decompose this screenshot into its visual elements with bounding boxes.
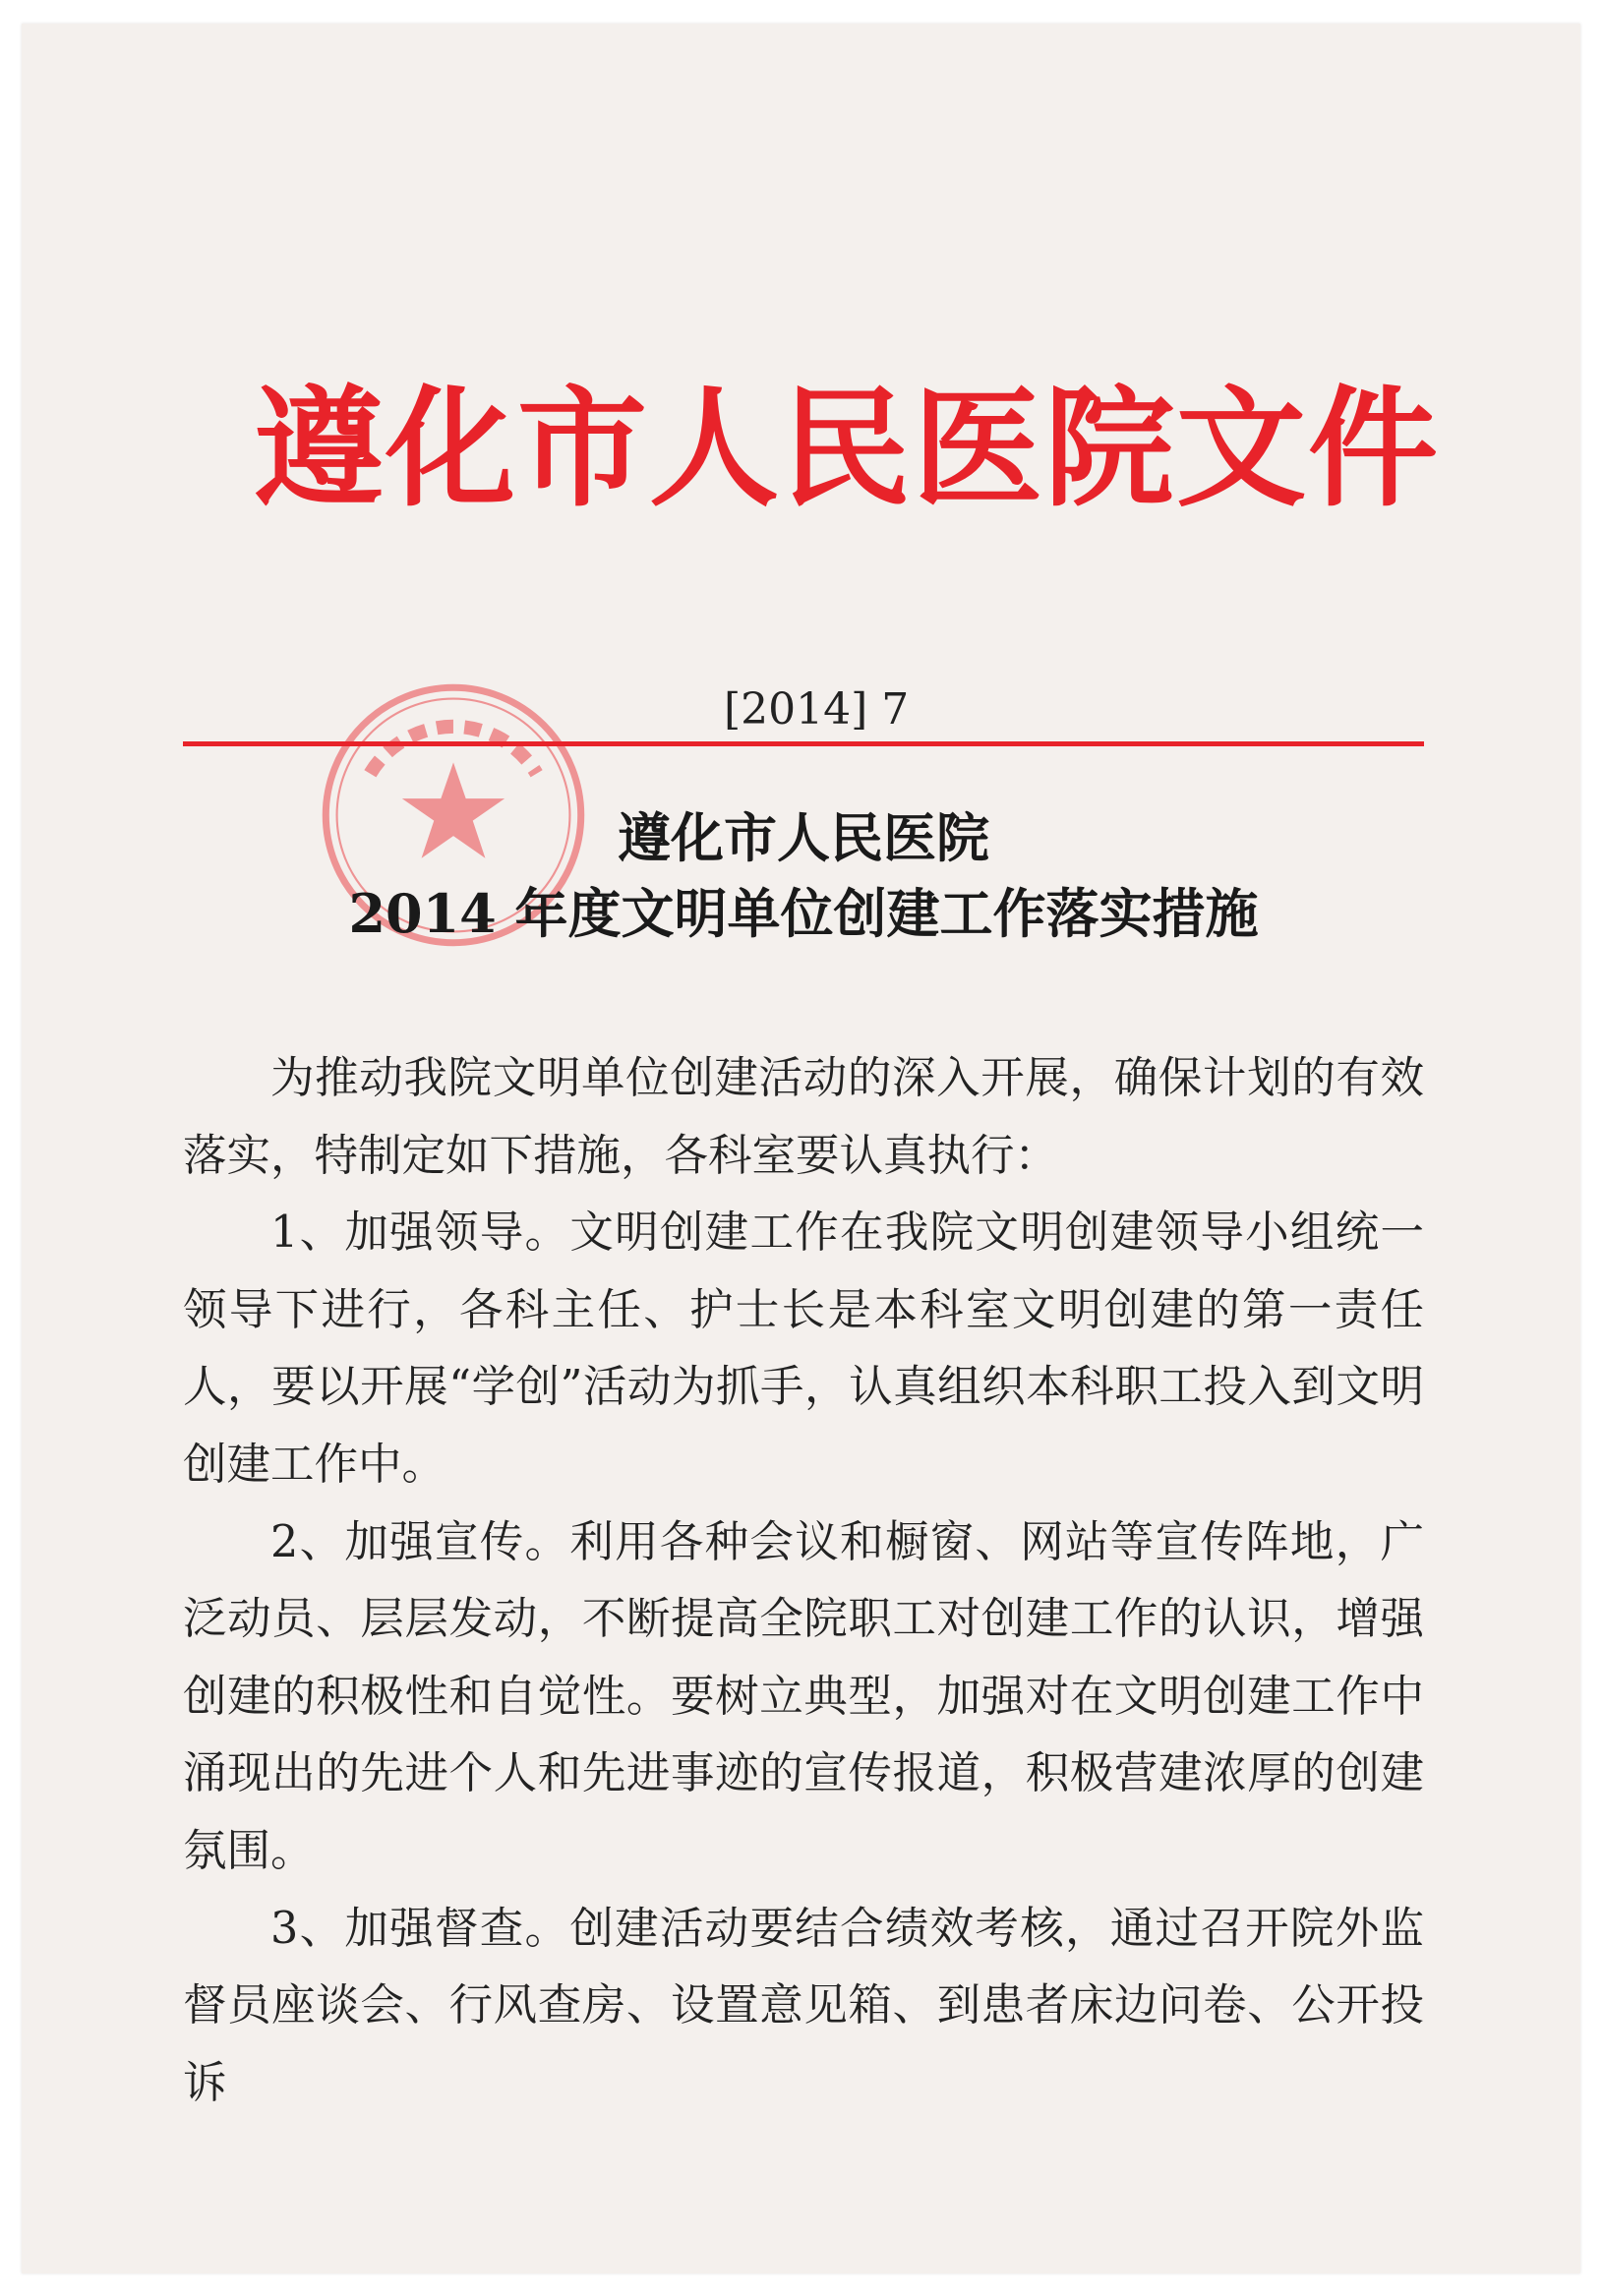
measure-paragraph-3: 3、加强督查。创建活动要结合绩效考核，通过召开院外监督员座谈会、行风查房、设置意见箱、到患者床边问卷、公开投诉 xyxy=(183,1903,1424,2108)
red-divider-line xyxy=(183,741,1424,746)
document-number: [2014] 7 xyxy=(724,684,910,735)
intro-paragraph: 为推动我院文明单位创建活动的深入开展，确保计划的有效落实，特制定如下措施，各科室要认真执行： xyxy=(183,1053,1424,1181)
issuer-header: 遵化市人民医院文件 xyxy=(254,374,1440,525)
title-line-1: 遵化市人民医院 xyxy=(618,806,989,869)
document-body xyxy=(183,1040,1424,2122)
measure-paragraph-1: 1、加强领导。文明创建工作在我院文明创建领导小组统一领导下进行，各科主任、护士长是本科室文明创建的第一责任人，要以开展“学创”活动为抓手，认真组织本科职工投入到文明创建工作中。 xyxy=(183,1207,1424,1490)
title-line-2: 2014 年度文明单位创建工作落实措施 xyxy=(348,882,1259,945)
measure-paragraph-2: 2、加强宣传。利用各种会议和橱窗、网站等宣传阵地，广泛动员、层层发动，不断提高全院职工对创建工作的认识，增强创建的积极性和自觉性。要树立典型，加强对在文明创建工作中涌现出的先进个人和先进事迹的宣传报道，积极营建浓厚的创建氛围。 xyxy=(183,1516,1424,1876)
